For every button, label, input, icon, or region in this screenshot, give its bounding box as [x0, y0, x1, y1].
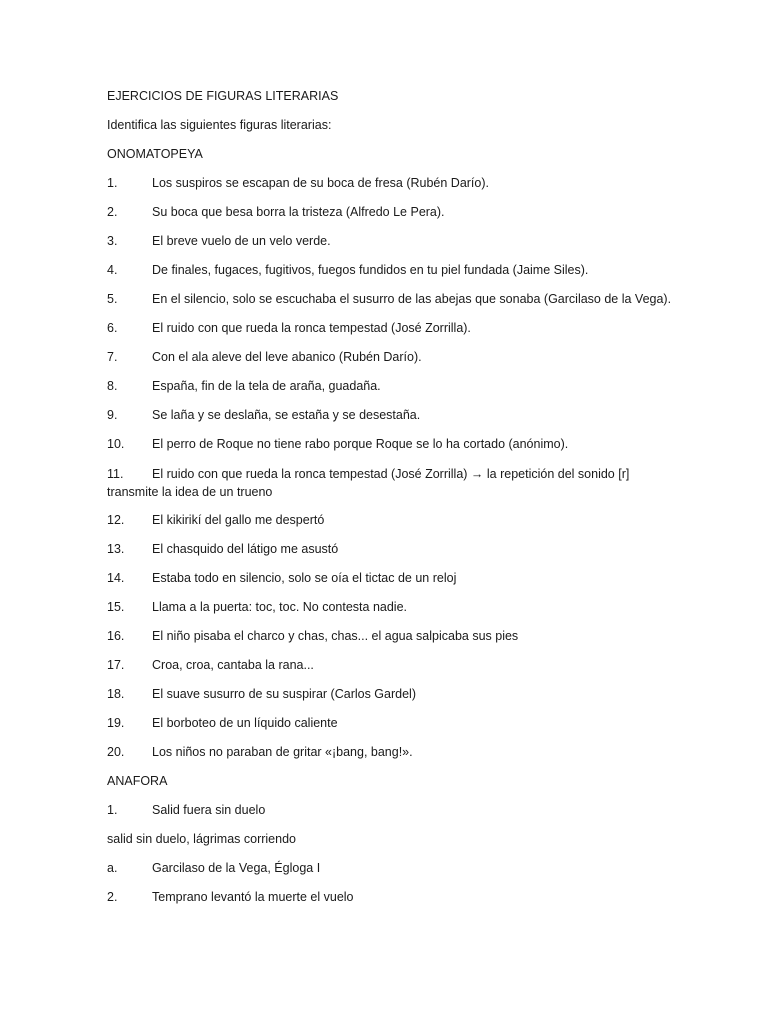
instruction-text: Identifica las siguientes figuras literarias: — [107, 118, 332, 132]
list-item — [107, 715, 667, 732]
item-number: 12. — [107, 513, 125, 527]
section-heading-onomatopeya: ONOMATOPEYA — [107, 147, 203, 161]
item-text: Salid fuera sin duelo — [152, 803, 266, 817]
list-item — [107, 686, 667, 703]
item-text: El ruido con que rueda la ronca tempestad (José Zorrilla) → la repetición del sonido [r] transmite la idea de un trueno — [107, 467, 630, 499]
item-number: 13. — [107, 542, 125, 556]
item-number: 15. — [107, 600, 125, 614]
item-number: 1. — [107, 803, 118, 817]
item-number: 4. — [107, 263, 118, 277]
item-number: 17. — [107, 658, 125, 672]
item-text: Los niños no paraban de gritar «¡bang, bang!». — [152, 745, 413, 759]
item-text: El perro de Roque no tiene rabo porque Roque se lo ha cortado (anónimo). — [152, 437, 569, 451]
list-item — [107, 541, 667, 558]
list-item — [107, 512, 667, 529]
item-number: 20. — [107, 745, 125, 759]
list-item — [107, 802, 667, 819]
item-text: El suave susurro de su suspirar (Carlos Gardel) — [152, 687, 416, 701]
list-item — [107, 378, 667, 395]
list-item — [107, 657, 667, 674]
item-number: 6. — [107, 321, 118, 335]
list-item — [107, 599, 667, 616]
item-text: El niño pisaba el charco y chas, chas... el agua salpicaba sus pies — [152, 629, 519, 643]
item-text: El borboteo de un líquido caliente — [152, 716, 338, 730]
document-body — [107, 88, 672, 918]
list-item — [107, 570, 667, 587]
list-item — [107, 175, 667, 192]
item-text: España, fin de la tela de araña, guadaña. — [152, 379, 381, 393]
item-text: Con el ala aleve del leve abanico (Rubén Darío). — [152, 350, 422, 364]
item-text: El breve vuelo de un velo verde. — [152, 234, 331, 248]
list-item — [107, 320, 667, 337]
item-number: 10. — [107, 437, 125, 451]
list-item — [107, 860, 667, 877]
item-text: El ruido con que rueda la ronca tempestad (José Zorrilla). — [152, 321, 471, 335]
item-number: 11. — [107, 467, 124, 481]
list-item — [107, 233, 667, 250]
list-item — [107, 349, 667, 366]
item-text: De finales, fugaces, fugitivos, fuegos fundidos en tu piel fundada (Jaime Siles). — [152, 263, 589, 277]
verse-line: salid sin duelo, lágrimas corriendo — [107, 832, 296, 846]
list-item — [107, 262, 667, 279]
item-text: Llama a la puerta: toc, toc. No contesta nadie. — [152, 600, 408, 614]
list-item — [107, 291, 672, 308]
item-number: 1. — [107, 176, 118, 190]
document-title: EJERCICIOS DE FIGURAS LITERARIAS — [107, 89, 339, 103]
list-item — [107, 204, 667, 221]
item-text: Los suspiros se escapan de su boca de fresa (Rubén Darío). — [152, 176, 489, 190]
item-text: El kikirikí del gallo me despertó — [152, 513, 325, 527]
item-text: El chasquido del látigo me asustó — [152, 542, 339, 556]
item-number: 3. — [107, 234, 118, 248]
list-item — [107, 436, 667, 453]
item-number: 7. — [107, 350, 118, 364]
item-text: Su boca que besa borra la tristeza (Alfredo Le Pera). — [152, 205, 445, 219]
item-number: 16. — [107, 629, 125, 643]
item-text: Temprano levantó la muerte el vuelo — [152, 890, 354, 904]
item-number: 2. — [107, 205, 118, 219]
item-number: 8. — [107, 379, 118, 393]
item-text: Croa, croa, cantaba la rana... — [152, 658, 314, 672]
item-number: 5. — [107, 292, 118, 306]
list-item — [107, 889, 667, 906]
list-item — [107, 407, 667, 424]
item-letter: a. — [107, 861, 118, 875]
item-text: En el silencio, solo se escuchaba el susurro de las abejas que sonaba (Garcilaso de la Vega). — [152, 292, 672, 306]
list-item — [107, 744, 667, 761]
item-number: 18. — [107, 687, 125, 701]
section-heading-anafora: ANAFORA — [107, 774, 168, 788]
item-number: 9. — [107, 408, 118, 422]
list-item-wrapped — [107, 465, 667, 501]
item-text: Garcilaso de la Vega, Égloga I — [152, 861, 321, 875]
item-number: 14. — [107, 571, 125, 585]
item-number: 2. — [107, 890, 118, 904]
item-number: 19. — [107, 716, 125, 730]
item-text: Se laña y se deslaña, se estaña y se desestaña. — [152, 408, 421, 422]
list-item — [107, 628, 667, 645]
item-text: Estaba todo en silencio, solo se oía el tictac de un reloj — [152, 571, 457, 585]
